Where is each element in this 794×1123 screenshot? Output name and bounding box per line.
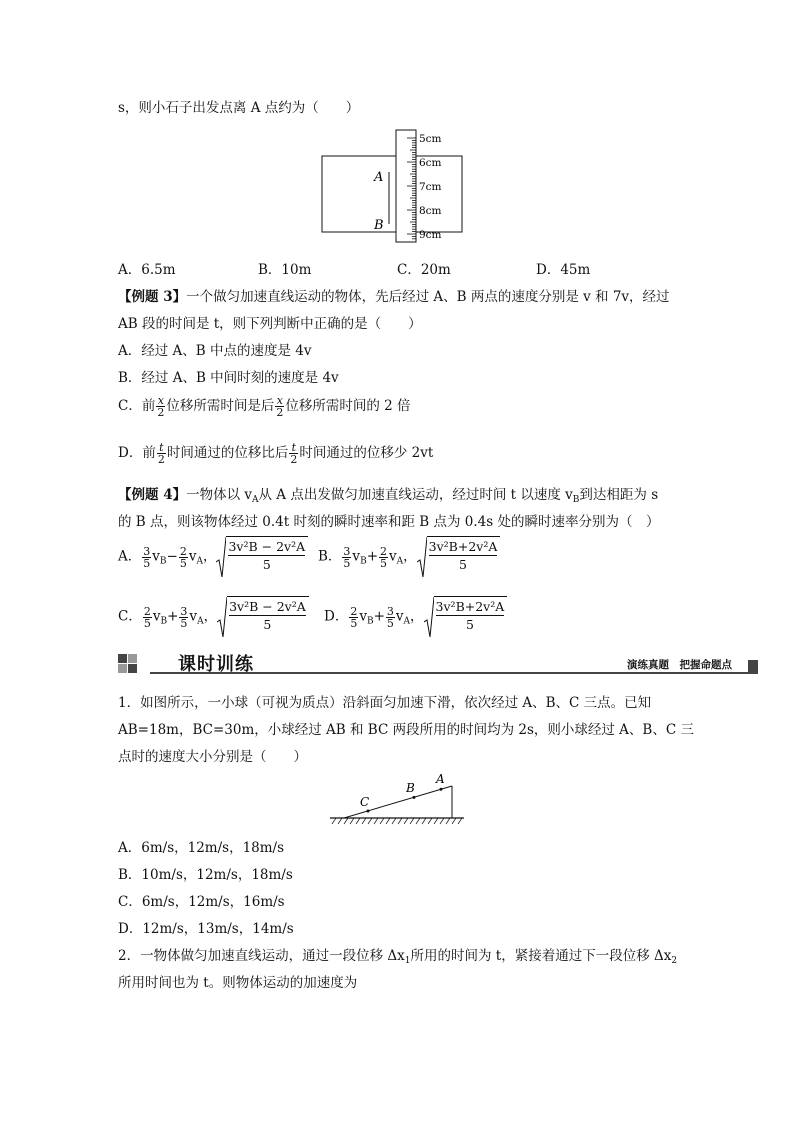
text: v bbox=[352, 548, 361, 565]
text: v bbox=[152, 548, 160, 565]
example3-option-d bbox=[118, 441, 433, 465]
frac-den: 5 bbox=[179, 556, 187, 570]
text: + bbox=[167, 608, 179, 625]
example4-option-d bbox=[324, 596, 507, 638]
frac-den: 5 bbox=[380, 556, 387, 570]
q1-option-b: B．10m/s，12m/s，18m/s bbox=[118, 867, 293, 883]
frac-num: t bbox=[289, 442, 298, 454]
example3-line1 bbox=[118, 285, 670, 305]
prev-option-a: A．6.5m bbox=[118, 262, 176, 278]
example3-line2: AB 段的时间是 t，则下列判断中正确的是（ ） bbox=[118, 316, 422, 332]
label: D． bbox=[324, 608, 349, 625]
intro-text: s，则小石子出发点离 A 点约为（ ） bbox=[118, 100, 360, 116]
text: 到达相距为 s bbox=[579, 487, 659, 503]
example3-option-b: B．经过 A、B 中间时刻的速度是 4v bbox=[118, 370, 339, 386]
example4-option-a bbox=[118, 536, 308, 578]
q1-line1: 1．如图所示，一小球（可视为质点）沿斜面匀加速下滑，依次经过 A、B、C 三点。已知 bbox=[118, 695, 652, 711]
frac-num: x bbox=[276, 394, 283, 407]
fraction bbox=[179, 546, 188, 569]
fraction-x-half bbox=[156, 395, 165, 418]
subscript: A bbox=[396, 556, 404, 567]
radicand-den: 5 bbox=[263, 617, 272, 632]
fraction bbox=[342, 546, 351, 569]
frac-den: 2 bbox=[157, 453, 165, 466]
frac-den: 2 bbox=[290, 453, 298, 466]
incline-figure bbox=[328, 768, 466, 830]
text: ， bbox=[410, 608, 424, 625]
section-squares-icon bbox=[118, 654, 148, 674]
example3-tag: 【例题 3】 bbox=[118, 289, 187, 305]
text: 所用的时间为 t，紧接着通过下一段位移 Δx bbox=[410, 948, 672, 964]
incline-point-a: A bbox=[436, 772, 445, 786]
text: C．前 bbox=[118, 398, 156, 414]
frac-den: 2 bbox=[276, 406, 284, 419]
frac-num: 2 bbox=[143, 604, 151, 618]
label: C． bbox=[118, 608, 142, 625]
text: v bbox=[189, 608, 198, 625]
ruler-label: 7cm bbox=[419, 181, 442, 193]
subscript: A bbox=[252, 495, 259, 505]
fraction bbox=[142, 546, 151, 569]
text: − bbox=[166, 548, 178, 565]
text: 从 A 点出发做匀加速直线运动，经过时间 t 以速度 v bbox=[258, 487, 573, 503]
ruler-label: 5cm bbox=[419, 133, 442, 145]
example3-option-a: A．经过 A、B 中点的速度是 4v bbox=[118, 343, 312, 359]
text: 位移所需时间的 2 倍 bbox=[285, 398, 411, 414]
example3-text: 一个做匀加速直线运动的物体，先后经过 A、B 两点的速度分别是 v 和 7v，经过 bbox=[186, 289, 670, 305]
example4-option-b bbox=[318, 536, 500, 578]
prev-option-b: B．10m bbox=[258, 262, 312, 278]
q1-option-c: C．6m/s，12m/s，16m/s bbox=[118, 894, 285, 910]
ruler-label: 8cm bbox=[419, 205, 442, 217]
text: 位移所需时间是后 bbox=[166, 398, 275, 414]
text: 时间通过的位移少 2vt bbox=[299, 445, 434, 461]
incline-point-b: B bbox=[406, 781, 415, 795]
frac-den: 5 bbox=[386, 616, 394, 630]
q1-line3: 点时的速度大小分别是（ ） bbox=[118, 749, 307, 765]
sqrt-expression bbox=[424, 596, 508, 638]
q2-line2: 所用时间也为 t。则物体运动的加速度为 bbox=[118, 975, 358, 991]
example3-option-c bbox=[118, 394, 411, 418]
subscript: 1 bbox=[404, 956, 411, 966]
text: v bbox=[389, 548, 397, 565]
ruler-label: 6cm bbox=[419, 157, 442, 169]
subscript: B bbox=[160, 616, 168, 627]
label: A． bbox=[118, 548, 142, 565]
text: ， bbox=[203, 608, 218, 625]
radicand-num: 3v²B+2v²A bbox=[428, 539, 498, 554]
prev-option-c: C．20m bbox=[397, 262, 451, 278]
frac-den: 2 bbox=[157, 406, 165, 419]
subscript: B bbox=[159, 556, 167, 567]
frac-num: 2 bbox=[179, 544, 187, 558]
sqrt-expression bbox=[417, 536, 501, 578]
fraction bbox=[386, 606, 395, 629]
section-title: 课时训练 bbox=[178, 654, 254, 675]
radicand-num: 3v²B − 2v²A bbox=[229, 599, 306, 614]
sqrt-expression bbox=[216, 536, 308, 578]
subscript: 2 bbox=[671, 956, 678, 966]
example4-line1 bbox=[118, 483, 658, 505]
radicand-num: 3v²B − 2v²A bbox=[228, 539, 306, 554]
text: v bbox=[152, 608, 161, 625]
frac-den: 5 bbox=[143, 556, 151, 570]
fraction bbox=[179, 606, 188, 629]
fraction bbox=[349, 606, 358, 629]
text: ， bbox=[403, 548, 417, 565]
section-header bbox=[118, 650, 758, 676]
q1-option-a: A．6m/s，12m/s，18m/s bbox=[118, 840, 285, 856]
fraction-x-half bbox=[275, 395, 284, 418]
section-end-block bbox=[748, 660, 758, 674]
frac-den: 5 bbox=[180, 616, 188, 630]
subscript: A bbox=[403, 616, 411, 627]
frac-den: 5 bbox=[343, 556, 351, 570]
text: 2．一物体做匀加速直线运动，通过一段位移 Δx bbox=[118, 948, 405, 964]
radicand-den: 5 bbox=[459, 557, 467, 572]
subscript: A bbox=[196, 556, 203, 567]
q2-line1 bbox=[118, 944, 677, 966]
subscript: B bbox=[366, 616, 374, 627]
radicand-num: 3v²B+2v²A bbox=[435, 599, 505, 614]
frac-den: 5 bbox=[350, 616, 358, 630]
frac-num: 3 bbox=[386, 604, 394, 618]
radicand-den: 5 bbox=[262, 557, 271, 572]
incline-point-c: C bbox=[360, 795, 370, 809]
q1-option-d: D．12m/s，13m/s，14m/s bbox=[118, 921, 294, 937]
example4-line2: 的 B 点，则该物体经过 0.4t 时刻的瞬时速率和距 B 点为 0.4s 处的瞬时速率分别为（ ） bbox=[118, 514, 660, 530]
text: + bbox=[366, 548, 378, 565]
fraction-t-half bbox=[157, 442, 166, 465]
frac-num: t bbox=[157, 442, 166, 454]
example4-option-c bbox=[118, 596, 309, 638]
text: 时间通过的位移比后 bbox=[166, 445, 289, 461]
text: D．前 bbox=[118, 445, 156, 461]
frac-num: 3 bbox=[143, 544, 151, 558]
text: v bbox=[395, 608, 404, 625]
text: v bbox=[359, 608, 367, 625]
subscript: B bbox=[360, 556, 367, 567]
frac-num: x bbox=[157, 394, 164, 407]
ruler-point-a: A bbox=[374, 170, 384, 185]
q1-line2: AB=18m，BC=30m，小球经过 AB 和 BC 两段所用的时间均为 2s，则小球经过 A、B、C 三 bbox=[118, 722, 694, 738]
label: B． bbox=[318, 548, 342, 565]
prev-option-d: D．45m bbox=[536, 262, 591, 278]
example4-tag: 【例题 4】 bbox=[118, 487, 187, 503]
subscript: A bbox=[197, 616, 204, 627]
frac-den: 5 bbox=[143, 616, 151, 630]
fraction bbox=[143, 606, 152, 629]
fraction-t-half bbox=[289, 442, 298, 465]
sqrt-expression bbox=[217, 596, 309, 638]
text: v bbox=[188, 548, 197, 565]
frac-num: 3 bbox=[343, 544, 351, 558]
text: + bbox=[373, 608, 385, 625]
section-subtitle: 演练真题 把握命题点 bbox=[627, 659, 732, 671]
subscript: B bbox=[572, 495, 580, 505]
frac-num: 3 bbox=[180, 604, 188, 618]
ruler-point-b: B bbox=[374, 218, 384, 233]
frac-num: 2 bbox=[350, 604, 358, 618]
fraction bbox=[379, 546, 388, 569]
text: ， bbox=[202, 548, 217, 565]
ruler-label: 9cm bbox=[419, 229, 442, 241]
text: 一物体以 v bbox=[186, 487, 253, 503]
frac-num: 2 bbox=[380, 544, 387, 558]
radicand-den: 5 bbox=[465, 617, 474, 632]
ruler-figure bbox=[320, 128, 480, 246]
